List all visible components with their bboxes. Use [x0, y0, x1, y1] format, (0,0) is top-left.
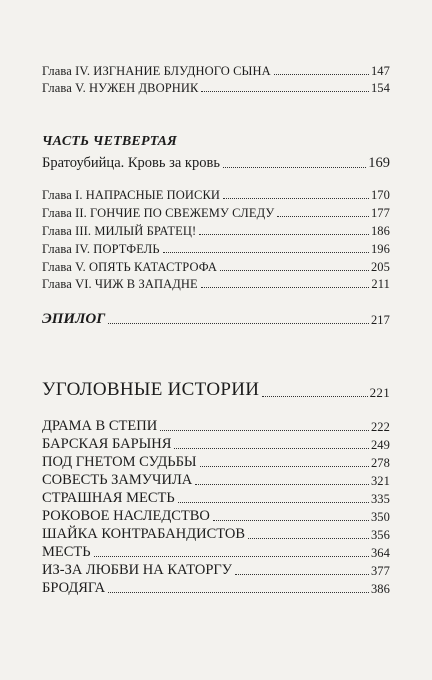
- toc-entry: [42, 260, 390, 275]
- story-entry: [42, 472, 390, 489]
- story-page: 356: [370, 528, 390, 542]
- toc-entry-title: Глава I. НАПРАСНЫЕ ПОИСКИ: [42, 188, 221, 202]
- dot-leader: [223, 198, 369, 199]
- toc-entry-page: 186: [370, 224, 390, 238]
- dot-leader: [220, 270, 369, 271]
- toc-entry-title: Глава V. ОПЯТЬ КАТАСТРОФА: [42, 260, 218, 274]
- dot-leader: [163, 252, 369, 253]
- epilogue-title: ЭПИЛОГ: [42, 311, 106, 327]
- story-entry: [42, 508, 390, 525]
- epilogue-entry: [42, 311, 390, 328]
- toc-entry-page: 196: [370, 242, 390, 256]
- story-entry: [42, 436, 390, 453]
- part-subtitle-entry: [42, 155, 390, 172]
- story-entry: [42, 580, 390, 597]
- toc-entry-page: 211: [371, 277, 390, 291]
- story-title: ДРАМА В СТЕПИ: [42, 418, 158, 434]
- part-title: ЧАСТЬ ЧЕТВЕРТАЯ: [42, 134, 177, 149]
- toc-entry-title: Глава IV. ИЗГНАНИЕ БЛУДНОГО СЫНА: [42, 64, 271, 78]
- story-title: СОВЕСТЬ ЗАМУЧИЛА: [42, 472, 193, 488]
- toc-entry: [42, 224, 390, 239]
- section-entry: [42, 379, 390, 401]
- toc-entry: [42, 206, 390, 221]
- part-subtitle-title: Братоубийца. Кровь за кровь: [42, 155, 220, 171]
- toc-entry: [42, 188, 390, 203]
- story-page: 321: [370, 474, 390, 488]
- epilogue-page: 217: [370, 313, 390, 327]
- story-page: 377: [370, 564, 390, 578]
- toc-entry-title: Глава III. МИЛЫЙ БРАТЕЦ!: [42, 224, 197, 238]
- toc-entry: [42, 242, 390, 257]
- toc-entry: [42, 64, 390, 79]
- dot-leader: [108, 592, 369, 593]
- dot-leader: [195, 484, 369, 485]
- toc-entry-page: 147: [370, 64, 390, 78]
- story-title: СТРАШНАЯ МЕСТЬ: [42, 490, 175, 506]
- story-entry: [42, 562, 390, 579]
- dot-leader: [199, 234, 369, 235]
- story-page: 249: [370, 438, 390, 452]
- dot-leader: [201, 287, 370, 288]
- story-title: ПОД ГНЕТОМ СУДЬБЫ: [42, 454, 197, 470]
- toc-entry-title: Глава VI. ЧИЖ В ЗАПАДНЕ: [42, 277, 198, 291]
- toc-entry-title: Глава II. ГОНЧИЕ ПО СВЕЖЕМУ СЛЕДУ: [42, 206, 275, 220]
- part-subtitle-page: 169: [368, 155, 390, 171]
- story-page: 335: [370, 492, 390, 506]
- dot-leader: [235, 574, 369, 575]
- dot-leader: [94, 556, 369, 557]
- story-page: 222: [370, 420, 390, 434]
- dot-leader: [213, 520, 369, 521]
- toc-entry-title: Глава IV. ПОРТФЕЛЬ: [42, 242, 160, 256]
- story-page: 278: [370, 456, 390, 470]
- story-title: БРОДЯГА: [42, 580, 106, 596]
- toc-entry-page: 170: [370, 188, 390, 202]
- toc-entry: [42, 277, 390, 292]
- dot-leader: [178, 502, 369, 503]
- toc-entry-page: 177: [370, 206, 390, 220]
- story-title: МЕСТЬ: [42, 544, 91, 560]
- section-title: УГОЛОВНЫЕ ИСТОРИИ: [42, 379, 260, 400]
- story-title: ШАЙКА КОНТРАБАНДИСТОВ: [42, 526, 246, 542]
- dot-leader: [160, 430, 369, 431]
- story-entry: [42, 544, 390, 561]
- story-title: БАРСКАЯ БАРЫНЯ: [42, 436, 172, 452]
- toc-entry: [42, 81, 390, 96]
- dot-leader: [174, 448, 369, 449]
- story-entry: [42, 490, 390, 507]
- story-page: 364: [370, 546, 390, 560]
- dot-leader: [223, 167, 366, 168]
- story-title: ИЗ-ЗА ЛЮБВИ НА КАТОРГУ: [42, 562, 233, 578]
- toc-entry-title: Глава V. НУЖЕН ДВОРНИК: [42, 81, 199, 95]
- toc-entry-page: 154: [370, 81, 390, 95]
- dot-leader: [200, 466, 369, 467]
- dot-leader: [277, 216, 369, 217]
- story-entry: [42, 418, 390, 435]
- story-page: 350: [370, 510, 390, 524]
- story-page: 386: [370, 582, 390, 596]
- dot-leader: [201, 91, 368, 92]
- dot-leader: [262, 396, 367, 397]
- story-entry: [42, 526, 390, 543]
- story-entry: [42, 454, 390, 471]
- dot-leader: [108, 323, 369, 324]
- story-title: РОКОВОЕ НАСЛЕДСТВО: [42, 508, 210, 524]
- dot-leader: [274, 74, 369, 75]
- dot-leader: [248, 538, 369, 539]
- section-page: 221: [369, 385, 390, 400]
- toc-entry-page: 205: [370, 260, 390, 274]
